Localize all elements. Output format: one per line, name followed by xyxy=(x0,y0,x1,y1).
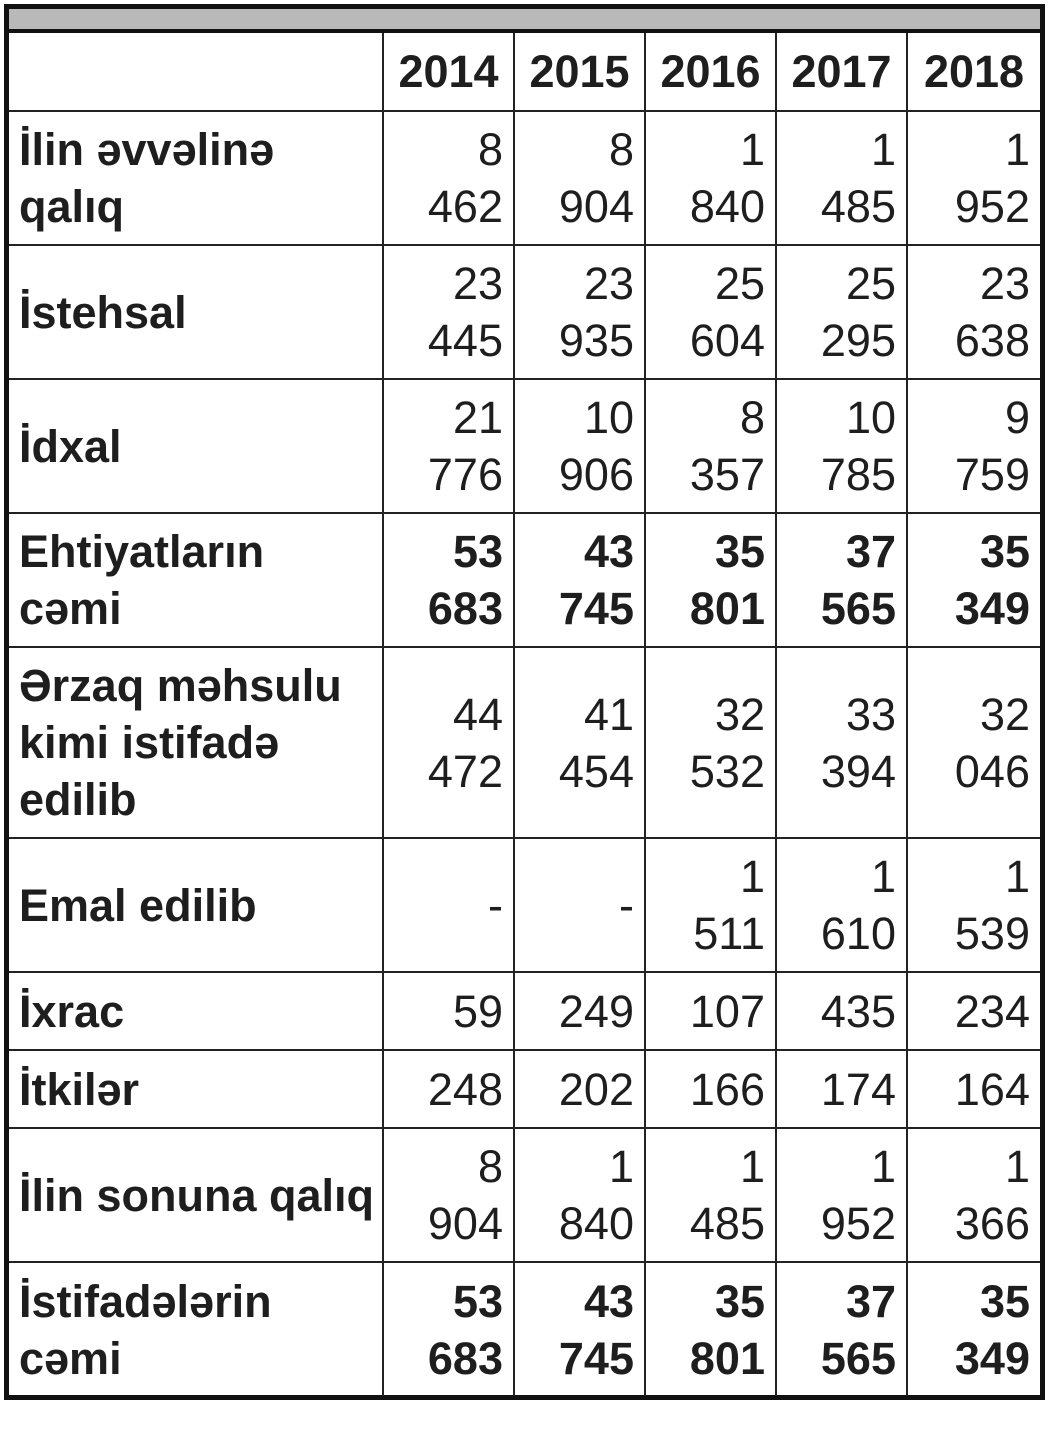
table-row xyxy=(9,111,1040,245)
value-text: 8 xyxy=(739,392,765,443)
table-row xyxy=(9,513,1040,647)
value-text: 435 xyxy=(820,985,896,1037)
value-cell xyxy=(907,111,1040,245)
table-row xyxy=(9,379,1040,513)
value-text: 37 xyxy=(845,1275,896,1327)
data-table xyxy=(9,33,1040,1396)
value-text: 33 xyxy=(845,688,896,740)
value-cell xyxy=(645,972,776,1050)
value-text: 249 xyxy=(558,985,634,1037)
value-text: 485 xyxy=(820,181,896,232)
value-cell xyxy=(907,972,1040,1050)
value-text: 638 xyxy=(954,315,1030,366)
value-text: 248 xyxy=(427,1063,503,1115)
value-text: 1 xyxy=(739,1141,765,1192)
value-text: 454 xyxy=(558,745,634,797)
value-text: 8 xyxy=(477,1141,503,1192)
value-text: 21 xyxy=(452,392,503,443)
value-text: 801 xyxy=(689,1332,765,1384)
value-text: 1 xyxy=(739,851,765,902)
value-cell xyxy=(645,838,776,972)
value-text: 539 xyxy=(954,908,1030,959)
value-cell xyxy=(645,1128,776,1262)
value-cell xyxy=(776,972,907,1050)
value-text: 174 xyxy=(820,1063,896,1115)
value-text: 046 xyxy=(954,745,1030,797)
year-header: 2016 xyxy=(645,33,776,111)
value-text: 37 xyxy=(845,526,896,577)
value-cell xyxy=(907,1262,1040,1396)
value-text: 472 xyxy=(427,745,503,797)
value-cell xyxy=(514,838,645,972)
row-label: İstehsal xyxy=(9,245,383,379)
value-text: 41 xyxy=(583,688,634,740)
value-text: 785 xyxy=(820,449,896,500)
value-text: 23 xyxy=(583,258,634,309)
value-text: 43 xyxy=(583,526,634,577)
row-label: İtkilər xyxy=(9,1050,383,1128)
value-cell xyxy=(514,647,645,838)
value-cell xyxy=(645,1050,776,1128)
value-text: 166 xyxy=(689,1063,765,1115)
row-label: İdxal xyxy=(9,379,383,513)
row-label: Ehtiyatların cəmi xyxy=(9,513,383,647)
value-cell xyxy=(907,647,1040,838)
value-cell xyxy=(645,513,776,647)
value-text: 952 xyxy=(820,1198,896,1249)
year-header: 2015 xyxy=(514,33,645,111)
value-text: 462 xyxy=(427,181,503,232)
table-row xyxy=(9,245,1040,379)
value-cell xyxy=(776,1262,907,1396)
table-top-bar xyxy=(9,9,1040,33)
value-cell xyxy=(514,1050,645,1128)
value-text: 357 xyxy=(689,449,765,500)
value-cell xyxy=(645,245,776,379)
value-text: 366 xyxy=(954,1198,1030,1249)
value-text: 9 xyxy=(1004,392,1030,443)
value-text: 394 xyxy=(820,745,896,797)
year-header: 2018 xyxy=(907,33,1040,111)
value-text: 511 xyxy=(693,908,765,959)
value-text: 53 xyxy=(452,1275,503,1327)
value-cell xyxy=(776,245,907,379)
value-text: 683 xyxy=(427,1332,503,1384)
value-cell xyxy=(645,1262,776,1396)
value-cell xyxy=(776,1128,907,1262)
value-text: - xyxy=(488,879,503,931)
value-text: 904 xyxy=(558,181,634,232)
value-text: 904 xyxy=(427,1198,503,1249)
value-cell xyxy=(776,379,907,513)
value-text: 25 xyxy=(714,258,765,309)
table-row xyxy=(9,647,1040,838)
value-text: 35 xyxy=(979,526,1030,577)
value-text: 35 xyxy=(979,1275,1030,1327)
table-row xyxy=(9,1128,1040,1262)
value-text: 683 xyxy=(427,583,503,634)
value-text: 1 xyxy=(608,1141,634,1192)
value-cell xyxy=(776,1050,907,1128)
value-text: 23 xyxy=(979,258,1030,309)
value-cell xyxy=(383,647,514,838)
value-text: 43 xyxy=(583,1275,634,1327)
value-text: 745 xyxy=(558,583,634,634)
year-header: 2014 xyxy=(383,33,514,111)
header-row xyxy=(9,33,1040,111)
value-cell xyxy=(514,1128,645,1262)
value-text: 840 xyxy=(689,181,765,232)
value-text: 10 xyxy=(845,392,896,443)
value-text: 565 xyxy=(820,1332,896,1384)
value-text: 1 xyxy=(1004,124,1030,175)
value-cell xyxy=(645,379,776,513)
value-text: 801 xyxy=(689,583,765,634)
value-text: 295 xyxy=(820,315,896,366)
table-row xyxy=(9,838,1040,972)
value-cell xyxy=(383,1128,514,1262)
value-text: 35 xyxy=(714,526,765,577)
value-text: - xyxy=(619,879,634,931)
value-text: 776 xyxy=(427,449,503,500)
value-text: 485 xyxy=(689,1198,765,1249)
value-text: 1 xyxy=(870,851,896,902)
value-cell xyxy=(514,513,645,647)
value-cell xyxy=(645,647,776,838)
value-cell xyxy=(383,513,514,647)
value-text: 349 xyxy=(954,583,1030,634)
value-cell xyxy=(383,111,514,245)
header-corner-cell xyxy=(9,33,383,111)
value-text: 604 xyxy=(689,315,765,366)
value-cell xyxy=(907,513,1040,647)
value-cell xyxy=(514,111,645,245)
value-text: 234 xyxy=(954,985,1030,1037)
value-text: 935 xyxy=(558,315,634,366)
value-text: 745 xyxy=(558,1332,634,1384)
value-text: 8 xyxy=(477,124,503,175)
value-cell xyxy=(776,111,907,245)
table-row xyxy=(9,1050,1040,1128)
value-cell xyxy=(514,379,645,513)
value-cell xyxy=(907,838,1040,972)
value-text: 349 xyxy=(954,1332,1030,1384)
row-label: Emal edilib xyxy=(9,838,383,972)
value-text: 1 xyxy=(1004,851,1030,902)
value-text: 53 xyxy=(452,526,503,577)
value-text: 107 xyxy=(689,985,765,1037)
value-cell xyxy=(383,379,514,513)
value-text: 23 xyxy=(452,258,503,309)
value-text: 840 xyxy=(558,1198,634,1249)
value-cell xyxy=(776,838,907,972)
value-text: 8 xyxy=(608,124,634,175)
value-cell xyxy=(383,245,514,379)
value-cell xyxy=(645,111,776,245)
table-row xyxy=(9,972,1040,1050)
value-text: 202 xyxy=(558,1063,634,1115)
value-cell xyxy=(776,513,907,647)
row-label: Ərzaq məhsulu kimi istifadə edilib xyxy=(9,647,383,838)
year-header: 2017 xyxy=(776,33,907,111)
value-cell xyxy=(383,1262,514,1396)
value-text: 35 xyxy=(714,1275,765,1327)
value-text: 906 xyxy=(558,449,634,500)
value-cell xyxy=(514,1262,645,1396)
value-cell xyxy=(907,245,1040,379)
row-label: İlin sonuna qalıq xyxy=(9,1128,383,1262)
value-text: 59 xyxy=(452,985,503,1037)
table-row xyxy=(9,1262,1040,1396)
value-text: 32 xyxy=(979,688,1030,740)
value-text: 445 xyxy=(427,315,503,366)
table-frame xyxy=(4,4,1045,1400)
value-text: 610 xyxy=(820,908,896,959)
value-cell xyxy=(907,1050,1040,1128)
value-text: 25 xyxy=(845,258,896,309)
value-text: 565 xyxy=(820,583,896,634)
row-label: İlin əvvəlinə qalıq xyxy=(9,111,383,245)
value-cell xyxy=(776,647,907,838)
value-text: 32 xyxy=(714,688,765,740)
value-cell xyxy=(907,1128,1040,1262)
value-text: 1 xyxy=(1004,1141,1030,1192)
value-text: 952 xyxy=(954,181,1030,232)
value-text: 44 xyxy=(452,688,503,740)
value-cell xyxy=(907,379,1040,513)
value-text: 164 xyxy=(954,1063,1030,1115)
value-text: 1 xyxy=(739,124,765,175)
row-label: İstifadələrin cəmi xyxy=(9,1262,383,1396)
value-cell xyxy=(383,972,514,1050)
value-cell xyxy=(514,245,645,379)
row-label: İxrac xyxy=(9,972,383,1050)
value-text: 1 xyxy=(870,1141,896,1192)
value-text: 10 xyxy=(583,392,634,443)
value-text: 759 xyxy=(954,449,1030,500)
value-text: 1 xyxy=(870,124,896,175)
value-cell xyxy=(514,972,645,1050)
value-cell xyxy=(383,838,514,972)
value-cell xyxy=(383,1050,514,1128)
value-text: 532 xyxy=(689,745,765,797)
